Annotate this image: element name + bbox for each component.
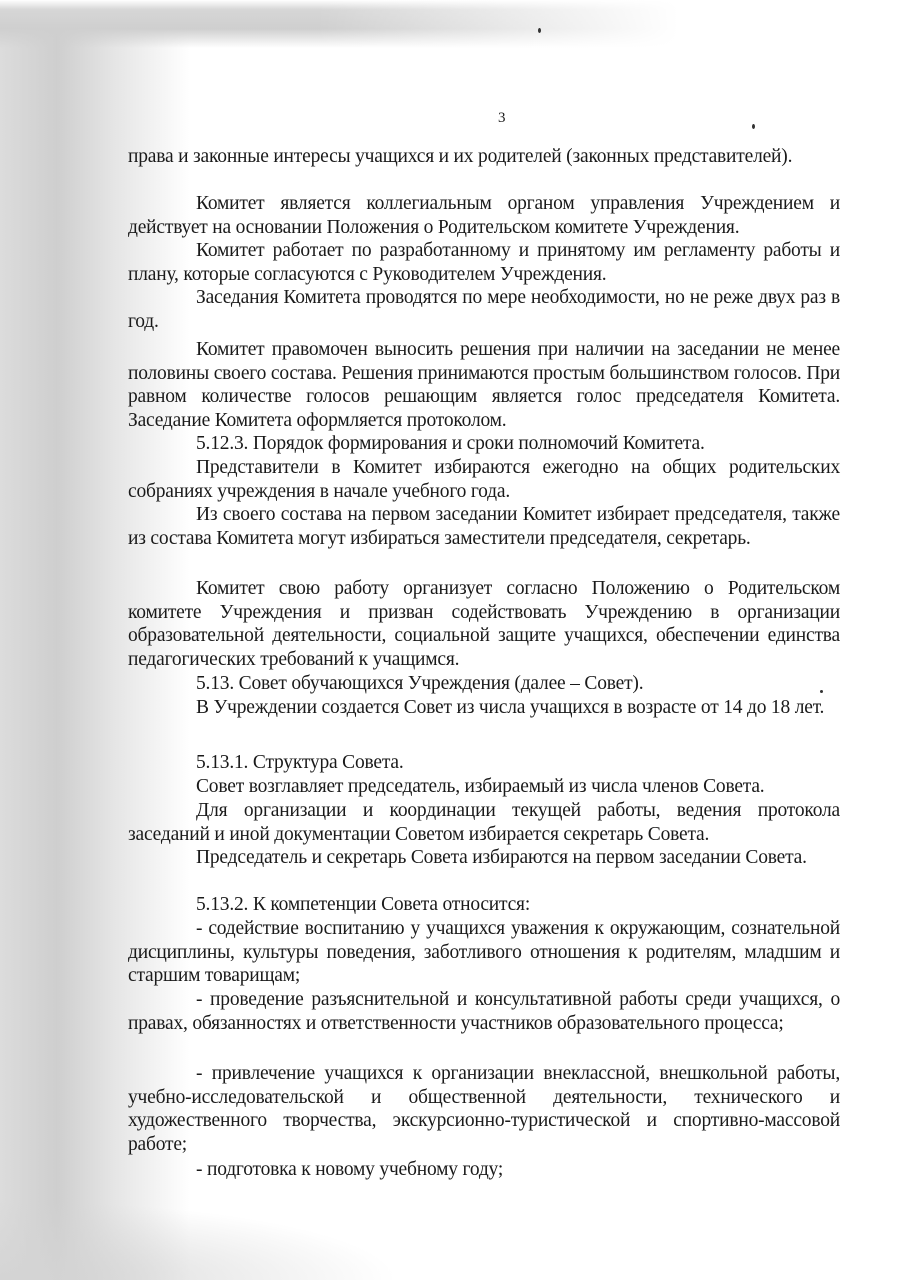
scan-shadow-top-fade xyxy=(0,0,905,48)
list-item: - привлечение учащихся к организации внеклассной, внешкольной работы, учебно-исследовательской и общественной деятельности, технического и художественного творчества, экскурсионно-туристической и спортивно-массовой работе; xyxy=(128,1063,840,1155)
paragraph: В Учреждении создается Совет из числа учащихся в возрасте от 14 до 18 лет. xyxy=(196,697,825,718)
scan-speck xyxy=(538,28,541,33)
list-item: - содействие воспитанию у учащихся уважения к окружающим, сознательной дисциплины, культуры поведения, заботливого отношения к родителям, младшим и старшим товарищам; xyxy=(128,918,840,986)
list-item: - проведение разъяснительной и консультативной работы среди учащихся, о правах, обязанностях и ответственности участников образовательного процесса; xyxy=(128,989,840,1034)
paragraph: Заседания Комитета проводятся по мере необходимости, но не реже двух раз в год. xyxy=(128,287,840,332)
scan-speck xyxy=(752,124,755,129)
paragraph: Комитет свою работу организует согласно Положению о Родительском комитете Учреждения и призван содействовать Учреждению в организации образовательной деятельности, социальной защите учащихся, обеспечении единства педагогических требований к учащимся. xyxy=(128,578,840,670)
paragraph: Комитет является коллегиальным органом управления Учреждением и действует на основании Положения о Родительском комитете Учреждения. xyxy=(128,193,840,238)
paragraph: Представители в Комитет избираются ежегодно на общих родительских собраниях учреждения в начале учебного года. xyxy=(128,457,840,502)
section-heading: 5.13.1. Структура Совета. xyxy=(196,752,404,773)
paragraph: Совет возглавляет председатель, избираемый из числа членов Совета. xyxy=(196,776,765,797)
paragraph: Председатель и секретарь Совета избираются на первом заседании Совета. xyxy=(196,847,807,868)
section-heading: 5.13.2. К компетенции Совета относится: xyxy=(196,894,531,915)
section-heading: 5.13. Совет обучающихся Учреждения (далее – Совет). xyxy=(196,673,644,694)
paragraph: Комитет правомочен выносить решения при наличии на заседании не менее половины своего состава. Решения принимаются простым большинством голосов. При равном количестве голосов решающим является голос председателя Комитета. Заседание Комитета оформляется протоколом. xyxy=(128,339,840,431)
list-item: - подготовка к новому учебному году; xyxy=(196,1159,504,1180)
paragraph: права и законные интересы учащихся и их родителей (законных представителей). xyxy=(128,146,793,167)
scan-shadow-bottom xyxy=(0,1200,400,1280)
page-number: 3 xyxy=(498,110,506,126)
paragraph: Комитет работает по разработанному и принятому им регламенту работы и плану, которые согласуются с Руководителем Учреждения. xyxy=(128,240,840,285)
section-heading: 5.12.3. Порядок формирования и сроки полномочий Комитета. xyxy=(196,433,705,454)
paragraph: Для организации и координации текущей работы, ведения протокола заседаний и иной документации Советом избирается секретарь Совета. xyxy=(128,800,840,845)
paragraph: Из своего состава на первом заседании Комитет избирает председателя, также из состава Комитета могут избираться заместители председателя, секретарь. xyxy=(128,504,840,549)
